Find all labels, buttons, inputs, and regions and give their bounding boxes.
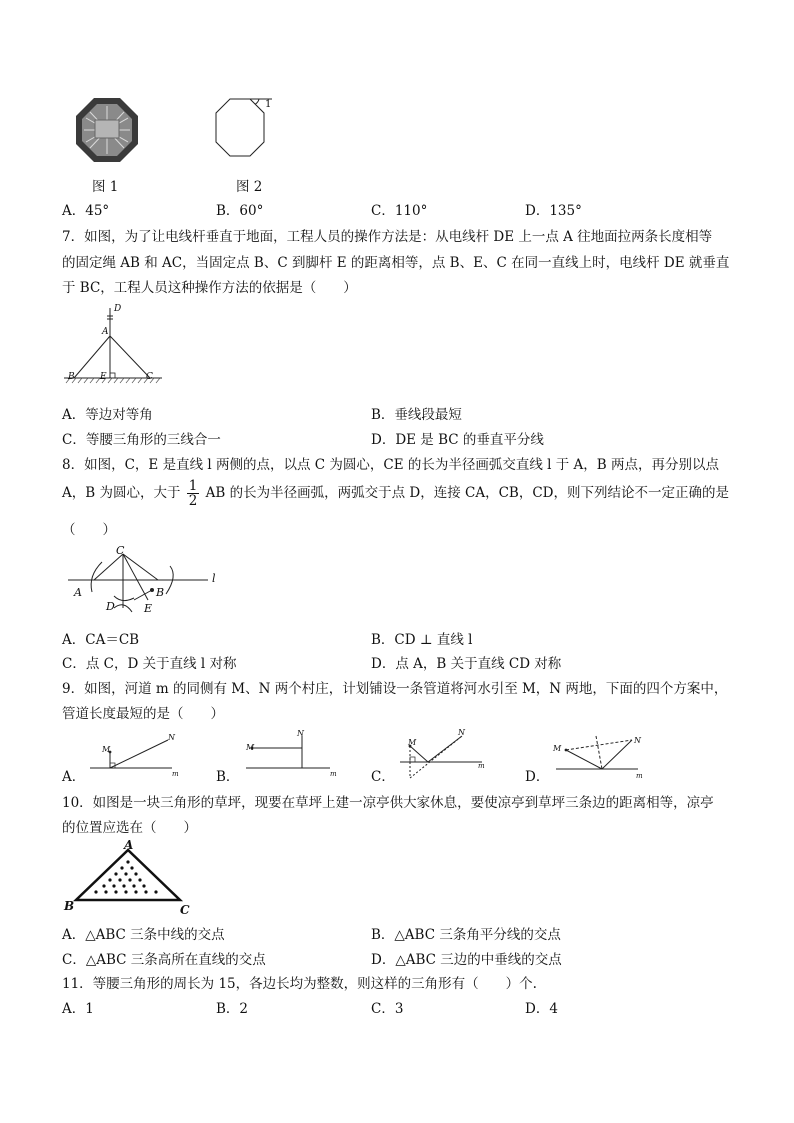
q9-option-a-diagram bbox=[90, 732, 180, 776]
q9-option-c: C． bbox=[371, 769, 395, 785]
q8-line-2-post: AB 的长为半径画弧，两弧交于点 D，连接 CA，CB，CD，则下列结论不一定正确的是 bbox=[205, 485, 730, 501]
q8-fraction-numerator: 1 bbox=[188, 478, 198, 494]
fig1-window-image bbox=[76, 98, 138, 162]
q9-b-label-n-village: N bbox=[297, 729, 304, 738]
fig2-octagon-diagram bbox=[212, 98, 292, 160]
q11-option-a: A．1 bbox=[62, 1001, 94, 1017]
q7-line-2: 的固定绳 AB 和 AC，当固定点 B、C 到脚杆 E 的距离相等，点 B、E、C 在同一直线上时，电线杆 DE 就垂直 bbox=[62, 255, 730, 271]
q8-label-d: D bbox=[106, 600, 115, 613]
q11-option-c: C．3 bbox=[371, 1001, 404, 1017]
q10-option-b: B．△ABC 三条角平分线的交点 bbox=[371, 927, 561, 943]
q9-b-label-river: m bbox=[330, 770, 337, 778]
q9-line-1: 9．如图，河道 m 的同侧有 M、N 两个村庄，计划铺设一条管道将河水引至 M，N 两地，下面的四个方案中， bbox=[62, 681, 728, 697]
q6-option-b: B．60° bbox=[216, 203, 264, 219]
q8-line-3: （ ） bbox=[62, 522, 116, 538]
q9-line-2: 管道长度最短的是（ ） bbox=[62, 706, 224, 722]
q9-option-b: B． bbox=[216, 769, 240, 785]
q7-pole-diagram bbox=[62, 306, 172, 388]
q9-option-d: D． bbox=[525, 769, 550, 785]
q8-option-b: B．CD ⊥ 直线 l bbox=[371, 632, 473, 648]
q10-option-a: A．△ABC 三条中线的交点 bbox=[62, 927, 225, 943]
q6-option-d: D．135° bbox=[525, 203, 582, 219]
q10-line-1: 10．如图是一块三角形的草坪，现要在草坪上建一凉亭供大家休息，要使凉亭到草坪三条边的距离相等，凉亭 bbox=[62, 795, 714, 811]
q9-d-label-m-village: M bbox=[553, 744, 562, 753]
q10-line-2: 的位置应选在（ ） bbox=[62, 820, 197, 836]
q8-label-e: E bbox=[144, 602, 153, 615]
q8-line-2-pre: A，B 为圆心，大于 bbox=[62, 485, 181, 501]
q8-label-c: C bbox=[116, 544, 125, 557]
q9-option-d-diagram bbox=[556, 732, 646, 778]
q6-option-a: A．45° bbox=[62, 203, 110, 219]
q9-d-label-n-village: N bbox=[634, 736, 641, 745]
q8-label-l: l bbox=[212, 572, 216, 585]
fig2-caption: 图 2 bbox=[236, 179, 263, 195]
q8-label-b: B bbox=[156, 586, 165, 599]
q7-option-a: A．等边对等角 bbox=[62, 407, 153, 423]
q10-lawn-triangle-diagram bbox=[74, 848, 184, 904]
q9-c-label-n-village: N bbox=[458, 728, 465, 737]
q9-a-label-m-village: M bbox=[102, 745, 111, 754]
q6-option-c: C．110° bbox=[371, 203, 428, 219]
fig1-caption: 图 1 bbox=[92, 179, 119, 195]
q7-label-c: C bbox=[146, 372, 153, 382]
q7-label-d: D bbox=[114, 304, 122, 314]
q8-line-1: 8．如图，C，E 是直线 l 两侧的点，以点 C 为圆心，CE 的长为半径画弧交直线 l 于 A，B 两点，再分别以点 bbox=[62, 457, 720, 473]
q8-option-d: D．点 A，B 关于直线 CD 对称 bbox=[371, 656, 562, 672]
q9-c-label-river: m bbox=[478, 762, 485, 770]
q8-line-2 bbox=[62, 476, 729, 510]
q9-b-label-m-village: M bbox=[246, 743, 255, 752]
q9-a-label-n-village: N bbox=[168, 733, 175, 742]
fig2-angle-label: 1 bbox=[265, 99, 272, 110]
q7-label-b: B bbox=[68, 372, 75, 382]
q7-option-c: C．等腰三角形的三线合一 bbox=[62, 432, 221, 448]
q7-option-d: D．DE 是 BC 的垂直平分线 bbox=[371, 432, 544, 448]
q10-label-c: C bbox=[180, 903, 190, 917]
q8-option-a: A．CA＝CB bbox=[62, 632, 140, 648]
q8-fraction-denominator: 2 bbox=[188, 493, 198, 509]
q8-fraction bbox=[187, 479, 200, 508]
q11-option-d: D．4 bbox=[525, 1001, 558, 1017]
q9-c-label-m-village: M bbox=[408, 738, 417, 747]
q8-label-a: A bbox=[74, 586, 82, 599]
q10-option-c: C．△ABC 三条高所在直线的交点 bbox=[62, 952, 266, 968]
q7-line-1: 7．如图，为了让电线杆垂直于地面，工程人员的操作方法是：从电线杆 DE 上一点 A 往地面拉两条长度相等 bbox=[62, 229, 713, 245]
q9-d-label-river: m bbox=[636, 772, 643, 780]
q8-option-c: C．点 C，D 关于直线 l 对称 bbox=[62, 656, 237, 672]
q11-question: 11．等腰三角形的周长为 15，各边长均为整数，则这样的三角形有（ ）个. bbox=[62, 976, 537, 992]
q7-label-e: E bbox=[100, 372, 107, 382]
q10-label-b: B bbox=[64, 899, 75, 913]
q9-option-a: A． bbox=[62, 769, 86, 785]
q7-option-b: B．垂线段最短 bbox=[371, 407, 462, 423]
q11-option-b: B．2 bbox=[216, 1001, 249, 1017]
q9-option-b-diagram bbox=[246, 730, 336, 776]
q9-a-label-river: m bbox=[172, 770, 179, 778]
q10-option-d: D．△ABC 三边的中垂线的交点 bbox=[371, 952, 562, 968]
q7-line-3: 于 BC，工程人员这种操作方法的依据是（ ） bbox=[62, 280, 357, 296]
q10-label-a: A bbox=[124, 838, 134, 852]
q7-label-a: A bbox=[102, 327, 109, 337]
